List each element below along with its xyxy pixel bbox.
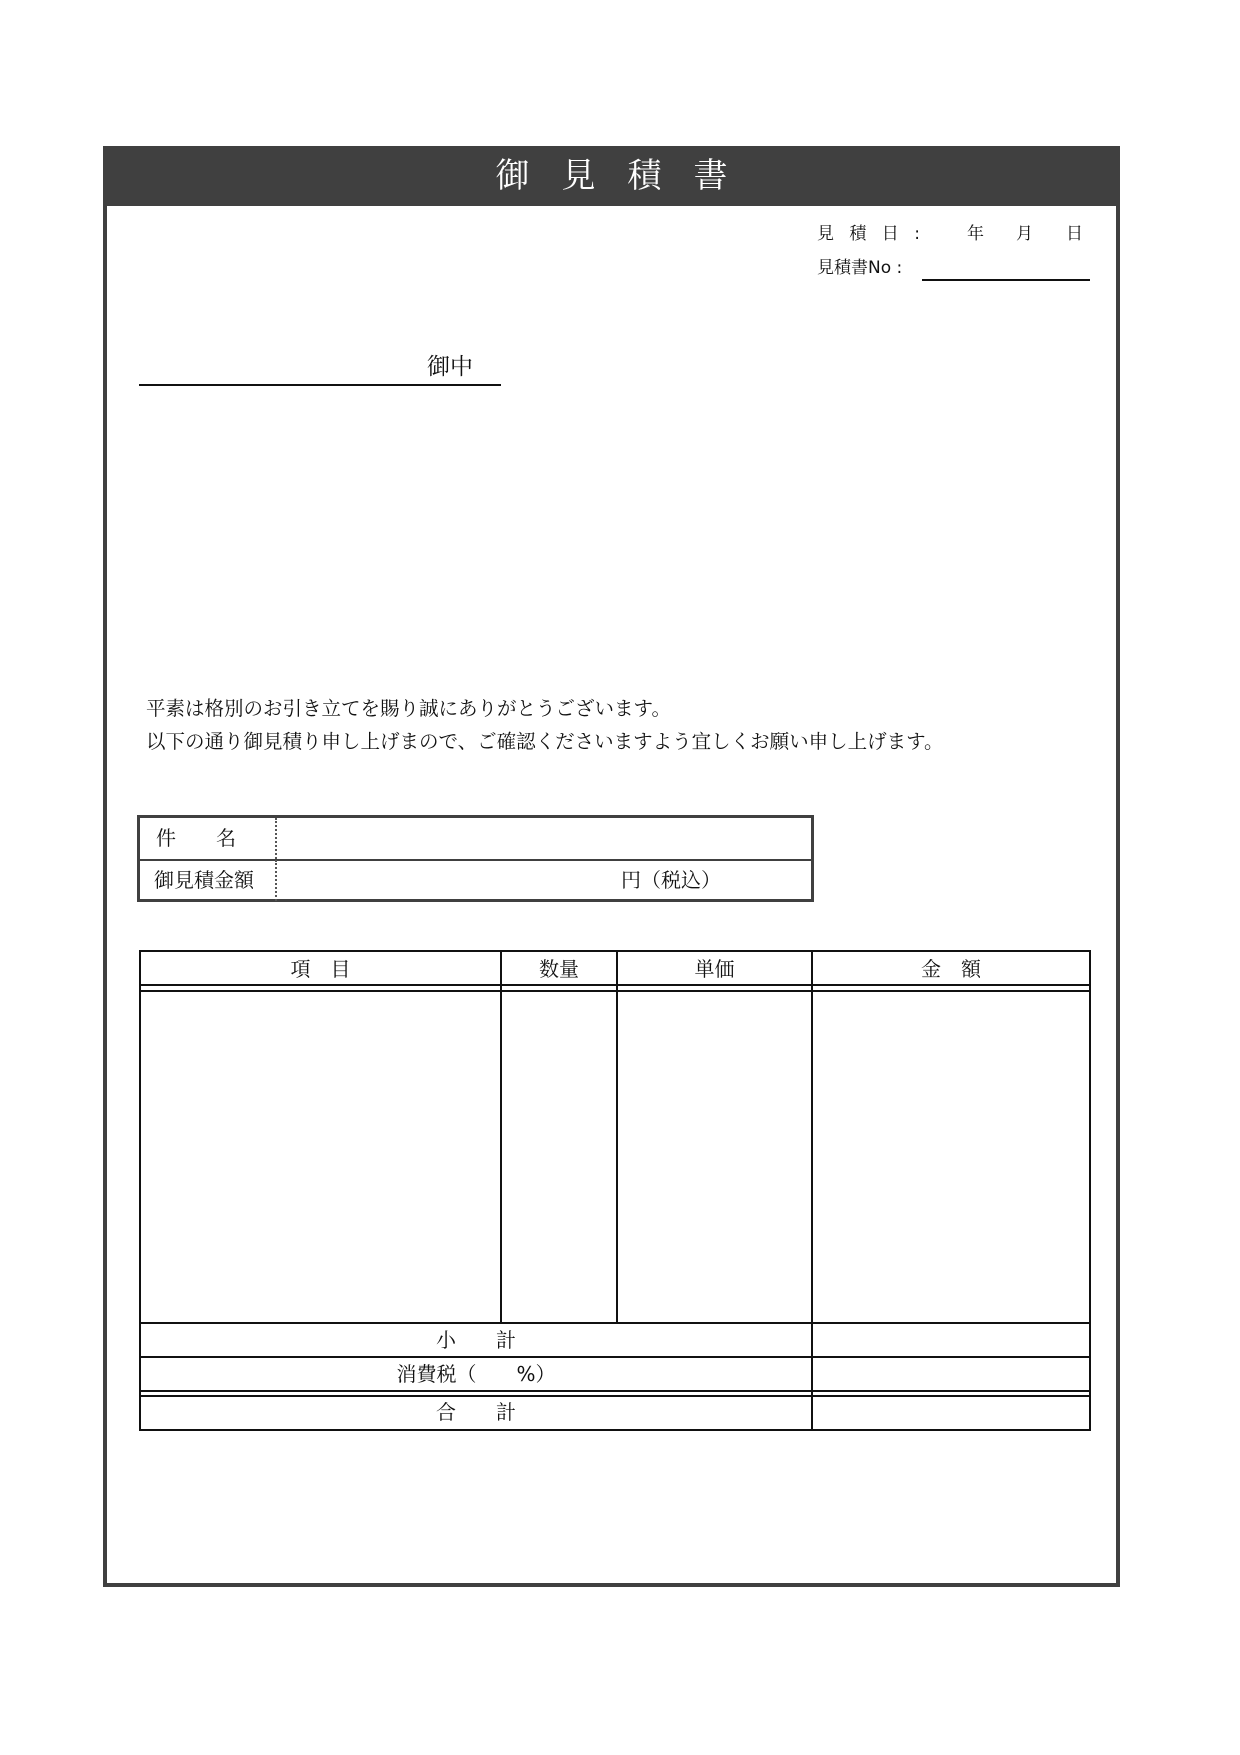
- amount-row: [140, 860, 811, 901]
- header-amount: 金 額: [921, 957, 981, 981]
- subject-label: 件名: [140, 818, 277, 859]
- header-item: 項 目: [290, 957, 351, 981]
- items-table: [139, 950, 1091, 1431]
- total-label: 合 計: [436, 1400, 516, 1424]
- tax-label: 消費税（ %）: [396, 1362, 556, 1386]
- col-divider-1: [500, 952, 502, 1322]
- month-label: 月: [1016, 224, 1033, 244]
- total-divider: [141, 1390, 1089, 1392]
- greeting-line-2: 以下の通り御見積り申し上げまので、ご確認くださいますよう宜しくお願い申し上げます。: [146, 730, 944, 753]
- col-divider-2: [616, 952, 618, 1322]
- addressee-field[interactable]: [139, 346, 501, 386]
- header-unit-price: 単価: [694, 957, 735, 981]
- header-divider-double: [141, 990, 1089, 992]
- amount-unit: 円（税込）: [621, 868, 721, 892]
- greeting-text: [146, 692, 944, 758]
- year-label: 年: [967, 224, 984, 244]
- subject-table: [137, 815, 814, 902]
- subtotal-label: 小 計: [436, 1328, 516, 1352]
- estimate-date-label: 見 積 日 :: [817, 224, 925, 244]
- greeting-line-1: 平素は格別のお引き立てを賜り誠にありがとうございます。: [146, 697, 671, 720]
- day-label: 日: [1066, 224, 1083, 244]
- amount-label: 御見積金額: [140, 860, 277, 901]
- estimate-date-row: [817, 219, 1087, 243]
- addressee-suffix: 御中: [427, 354, 473, 380]
- document-title: 御見積書: [103, 146, 1120, 206]
- subject-row: [140, 818, 811, 861]
- estimate-no-field[interactable]: [922, 279, 1090, 281]
- estimate-no-label: 見積書No :: [817, 258, 903, 278]
- header-quantity: 数量: [539, 957, 579, 981]
